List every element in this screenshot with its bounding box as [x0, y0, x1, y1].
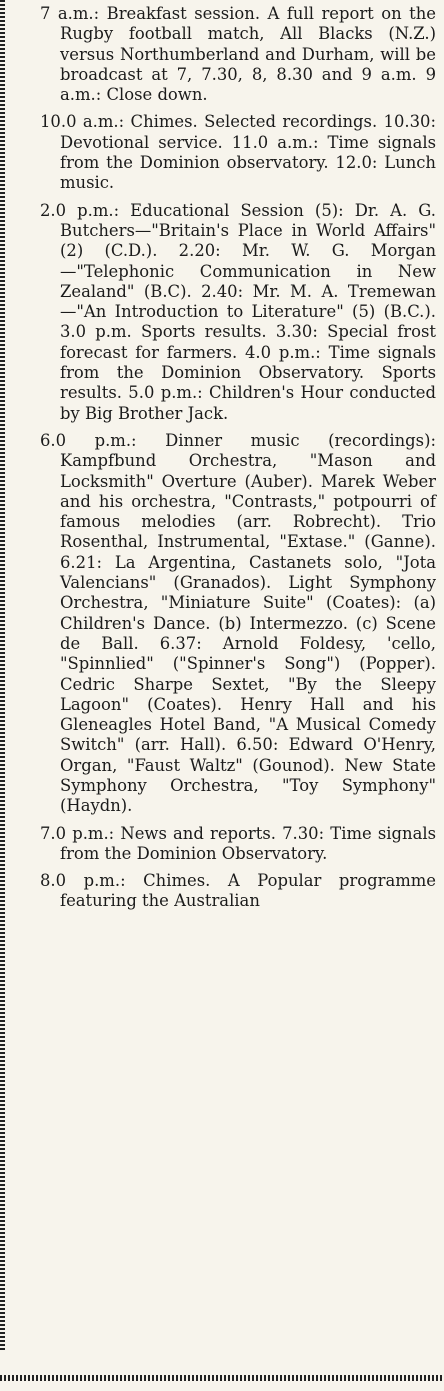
left-dotted-rule	[0, 0, 5, 1350]
bottom-dotted-rule	[0, 1375, 444, 1381]
programme-entry-morning: 10.0 a.m.: Chimes. Selected recordings. 10.30: Devotional service. 11.0 a.m.: Time signals from the Dominion observatory. 12.0: Lunch music.	[40, 112, 436, 193]
programme-entry-news: 7.0 p.m.: News and reports. 7.30: Time signals from the Dominion Observatory.	[40, 823, 436, 863]
programme-entry-dinner-music: 6.0 p.m.: Dinner music (recordings): Kampfbund Orchestra, "Mason and Locksmith" Overture (Auber). Marek Weber and his orchestra, "Contrasts," potpourri of famous melodies (arr. Robrecht). Trio Rosenthal, Instrumental, "Extase." (Ganne). 6.21: La Argentina, Castanets solo, "Jota Valencians" (Granados). Light Symphony Orchestra, "Miniature Suite" (Coates): (a) Children's Dance. (b) Intermezzo. (c) Scene de Ball. 6.37: Arnold Foldesy, 'cello, "Spinnlied" ("Spinner's Song") (Popper). Cedric Sharpe Sextet, "By the Sleepy Lagoon" (Coates). Henry Hall and his Gleneagles Hotel Band, "A Musical Comedy Switch" (arr. Hall). 6.50: Edward O'Henry, Organ, "Faust Waltz" (Gounod). New State Symphony Orchestra, "Toy Symphony" (Haydn).	[40, 430, 436, 816]
programme-entry-afternoon: 2.0 p.m.: Educational Session (5): Dr. A. G. Butchers—"Britain's Place in World Affairs" (2) (C.D.). 2.20: Mr. W. G. Morgan —"Telephonic Communication in New Zealand" (B.C). 2.40: Mr. M. A. Tremewan—"An Introduction to Literature" (5) (B.C.). 3.0 p.m. Sports results. 3.30: Special frost forecast for farmers. 4.0 p.m.: Time signals from the Dominion Observatory. Sports results. 5.0 p.m.: Children's Hour conducted by Big Brother Jack.	[40, 200, 436, 423]
programme-column	[40, 4, 436, 919]
programme-entry-evening: 8.0 p.m.: Chimes. A Popular programme featuring the Australian	[40, 871, 436, 911]
programme-entry-breakfast: 7 a.m.: Breakfast session. A full report on the Rugby football match, All Blacks (N.Z.) versus Northumberland and Durham, will be broadcast at 7, 7.30, 8, 8.30 and 9 a.m. 9 a.m.: Close down.	[40, 4, 436, 105]
